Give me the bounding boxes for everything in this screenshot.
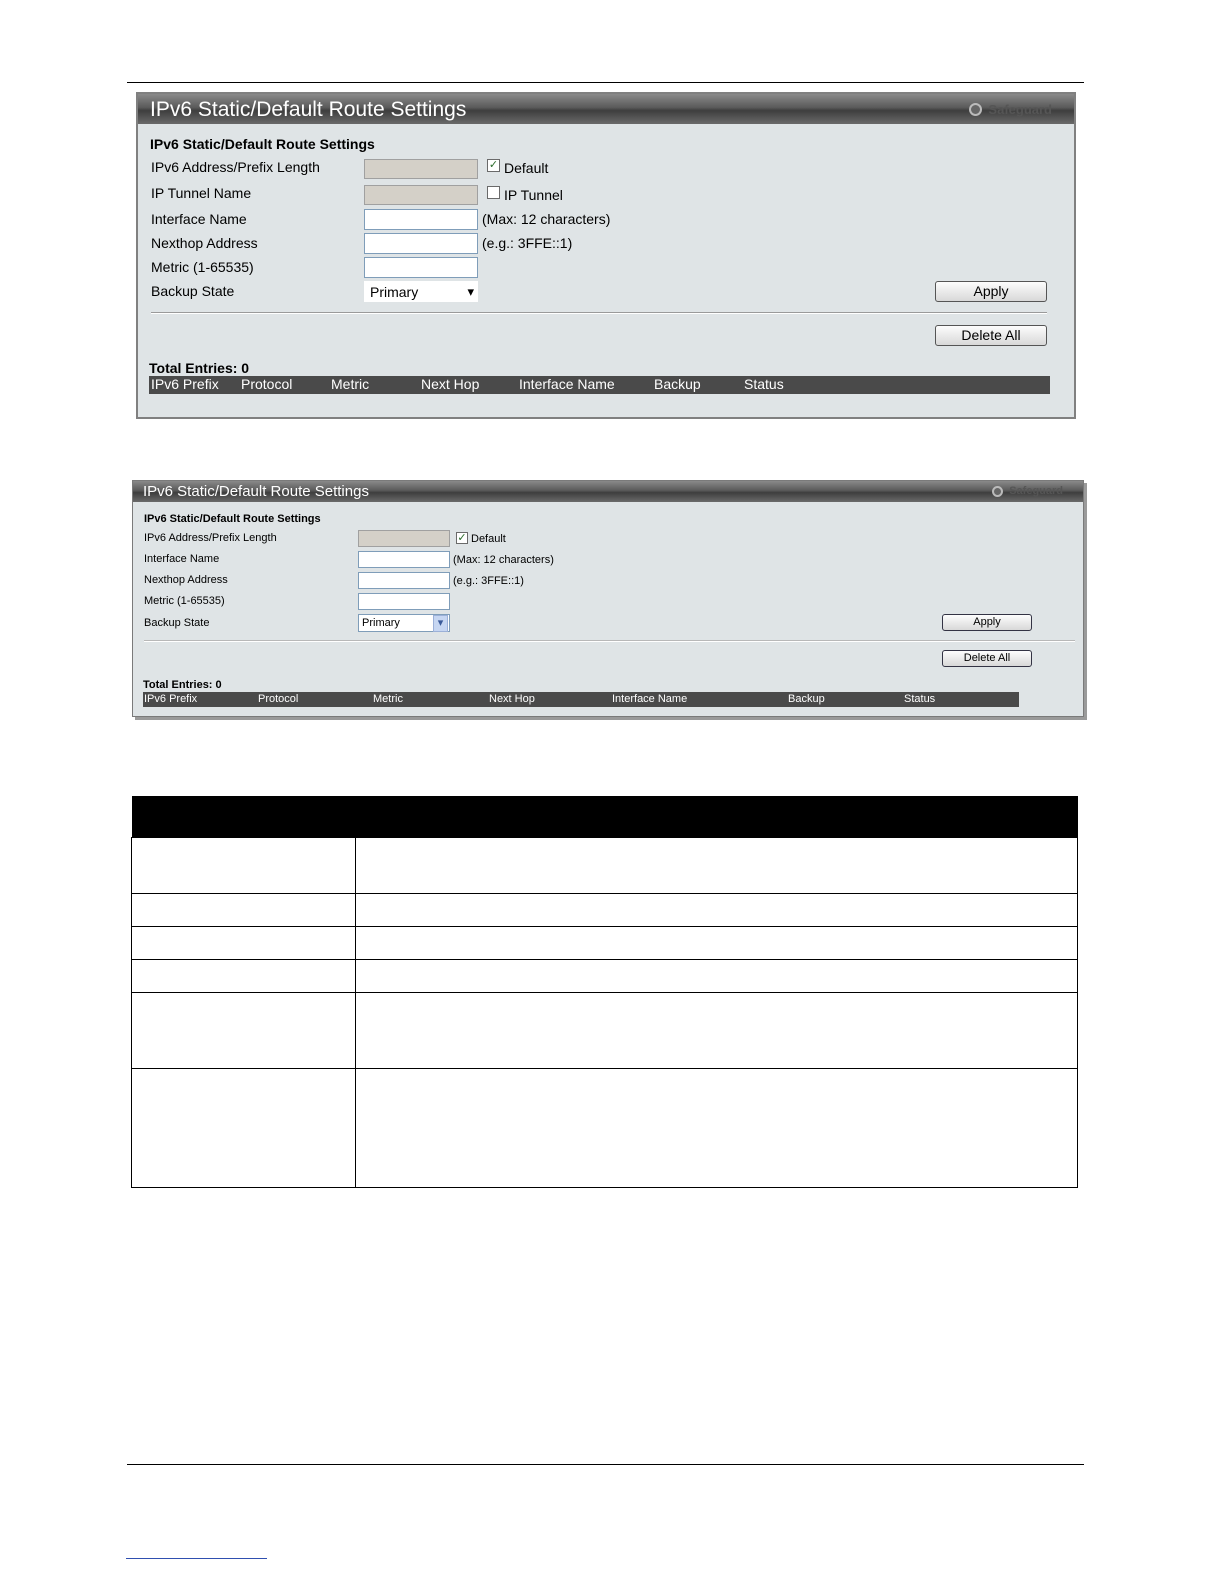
backup-state-label: Backup State (151, 283, 235, 299)
ipv6-prefix-input[interactable] (364, 159, 478, 179)
table-cell (356, 1069, 1078, 1188)
nexthop-hint: (e.g.: 3FFE::1) (482, 235, 573, 251)
section-title: IPv6 Static/Default Route Settings (144, 513, 321, 525)
column-header: Metric (331, 376, 370, 392)
footer-link-underline[interactable] (126, 1558, 267, 1559)
default-checkbox[interactable]: ✓ (457, 532, 467, 544)
interface-name-hint: (Max: 12 characters) (453, 554, 554, 566)
tunnel-name-input[interactable] (364, 185, 478, 205)
route-settings-panel-2 (132, 480, 1084, 717)
table-cell (356, 838, 1078, 894)
nexthop-input[interactable] (358, 572, 450, 589)
column-header: Protocol (258, 693, 299, 705)
metric-input[interactable] (358, 593, 450, 610)
interface-name-hint: (Max: 12 characters) (482, 211, 611, 227)
table-row (132, 960, 1078, 993)
table-cell (132, 1069, 356, 1188)
table-cell (132, 993, 356, 1069)
table-row (132, 1069, 1078, 1188)
table-cell (356, 993, 1078, 1069)
nexthop-hint: (e.g.: 3FFE::1) (453, 575, 524, 587)
table-header-row (132, 796, 1078, 838)
table-cell (356, 894, 1078, 927)
column-header: Status (744, 376, 784, 392)
section-title: IPv6 Static/Default Route Settings (150, 136, 375, 152)
column-header: IPv6 Prefix (151, 376, 219, 392)
table-cell (132, 894, 356, 927)
chevron-down-icon: ▾ (433, 615, 448, 632)
default-checkbox-label: Default (504, 160, 549, 176)
ip-tunnel-checkbox-label: IP Tunnel (504, 187, 563, 203)
ipv6-prefix-label: IPv6 Address/Prefix Length (144, 532, 277, 544)
safeguard-icon (992, 486, 1003, 497)
ipv6-prefix-label: IPv6 Address/Prefix Length (151, 159, 320, 175)
column-header: Next Hop (489, 693, 535, 705)
backup-state-value: Primary (370, 284, 419, 300)
ipv6-prefix-input[interactable] (358, 530, 450, 547)
table-row (132, 993, 1078, 1069)
safeguard-indicator (969, 102, 1052, 117)
nexthop-label: Nexthop Address (151, 235, 258, 251)
table-row (132, 838, 1078, 894)
column-header: IPv6 Prefix (144, 693, 198, 705)
form-divider (144, 640, 1075, 642)
column-header: Status (904, 693, 936, 705)
nexthop-label: Nexthop Address (144, 574, 228, 586)
default-checkbox-label: Default (471, 533, 506, 545)
interface-name-input[interactable] (358, 551, 450, 568)
table-cell (356, 960, 1078, 993)
footer-rule (127, 1464, 1084, 1465)
parameter-description-table (131, 796, 1078, 1188)
table-cell (132, 838, 356, 894)
table-row (132, 894, 1078, 927)
total-entries: Total Entries: 0 (149, 360, 250, 376)
column-header: Backup (654, 376, 701, 392)
chevron-down-icon: ▾ (467, 284, 474, 299)
metric-label: Metric (1-65535) (151, 259, 254, 275)
route-table-header (149, 376, 1050, 394)
backup-state-select[interactable] (364, 281, 478, 302)
delete-all-button[interactable]: Delete All (942, 650, 1032, 667)
panel-title-bar (138, 94, 1074, 124)
table-cell (356, 927, 1078, 960)
apply-button[interactable]: Apply (935, 281, 1047, 302)
backup-state-select[interactable] (358, 614, 450, 632)
column-header: Interface Name (612, 693, 688, 705)
safeguard-icon (969, 103, 982, 116)
ip-tunnel-checkbox[interactable] (487, 186, 500, 199)
interface-name-label: Interface Name (151, 211, 247, 227)
column-header: Interface Name (519, 376, 615, 392)
panel-title: IPv6 Static/Default Route Settings (150, 98, 467, 121)
metric-input[interactable] (364, 257, 478, 278)
panel-title: IPv6 Static/Default Route Settings (143, 483, 369, 500)
total-entries: Total Entries: 0 (143, 679, 222, 691)
nexthop-input[interactable] (364, 233, 478, 254)
header-rule (127, 82, 1084, 83)
form-divider (151, 312, 1047, 314)
apply-button[interactable]: Apply (942, 614, 1032, 631)
route-settings-panel-1 (136, 92, 1076, 419)
metric-label: Metric (1-65535) (144, 595, 225, 607)
table-header-cell (132, 796, 356, 838)
table-cell (132, 960, 356, 993)
column-header: Protocol (241, 376, 293, 392)
interface-name-input[interactable] (364, 209, 478, 230)
safeguard-label: Safeguard (988, 102, 1052, 117)
interface-name-label: Interface Name (144, 553, 220, 565)
column-header: Next Hop (421, 376, 480, 392)
backup-state-value: Primary (362, 617, 400, 629)
delete-all-button[interactable]: Delete All (935, 325, 1047, 346)
safeguard-indicator (992, 485, 1063, 497)
table-cell (132, 927, 356, 960)
panel-title-bar (133, 481, 1083, 502)
default-checkbox[interactable]: ✓ (488, 159, 499, 171)
safeguard-label: Safeguard (1009, 485, 1063, 497)
table-header-cell (356, 796, 1078, 838)
column-header: Metric (373, 693, 403, 705)
backup-state-label: Backup State (144, 617, 210, 629)
table-row (132, 927, 1078, 960)
tunnel-name-label: IP Tunnel Name (151, 185, 252, 201)
route-table-header (143, 692, 1019, 707)
column-header: Backup (788, 693, 825, 705)
